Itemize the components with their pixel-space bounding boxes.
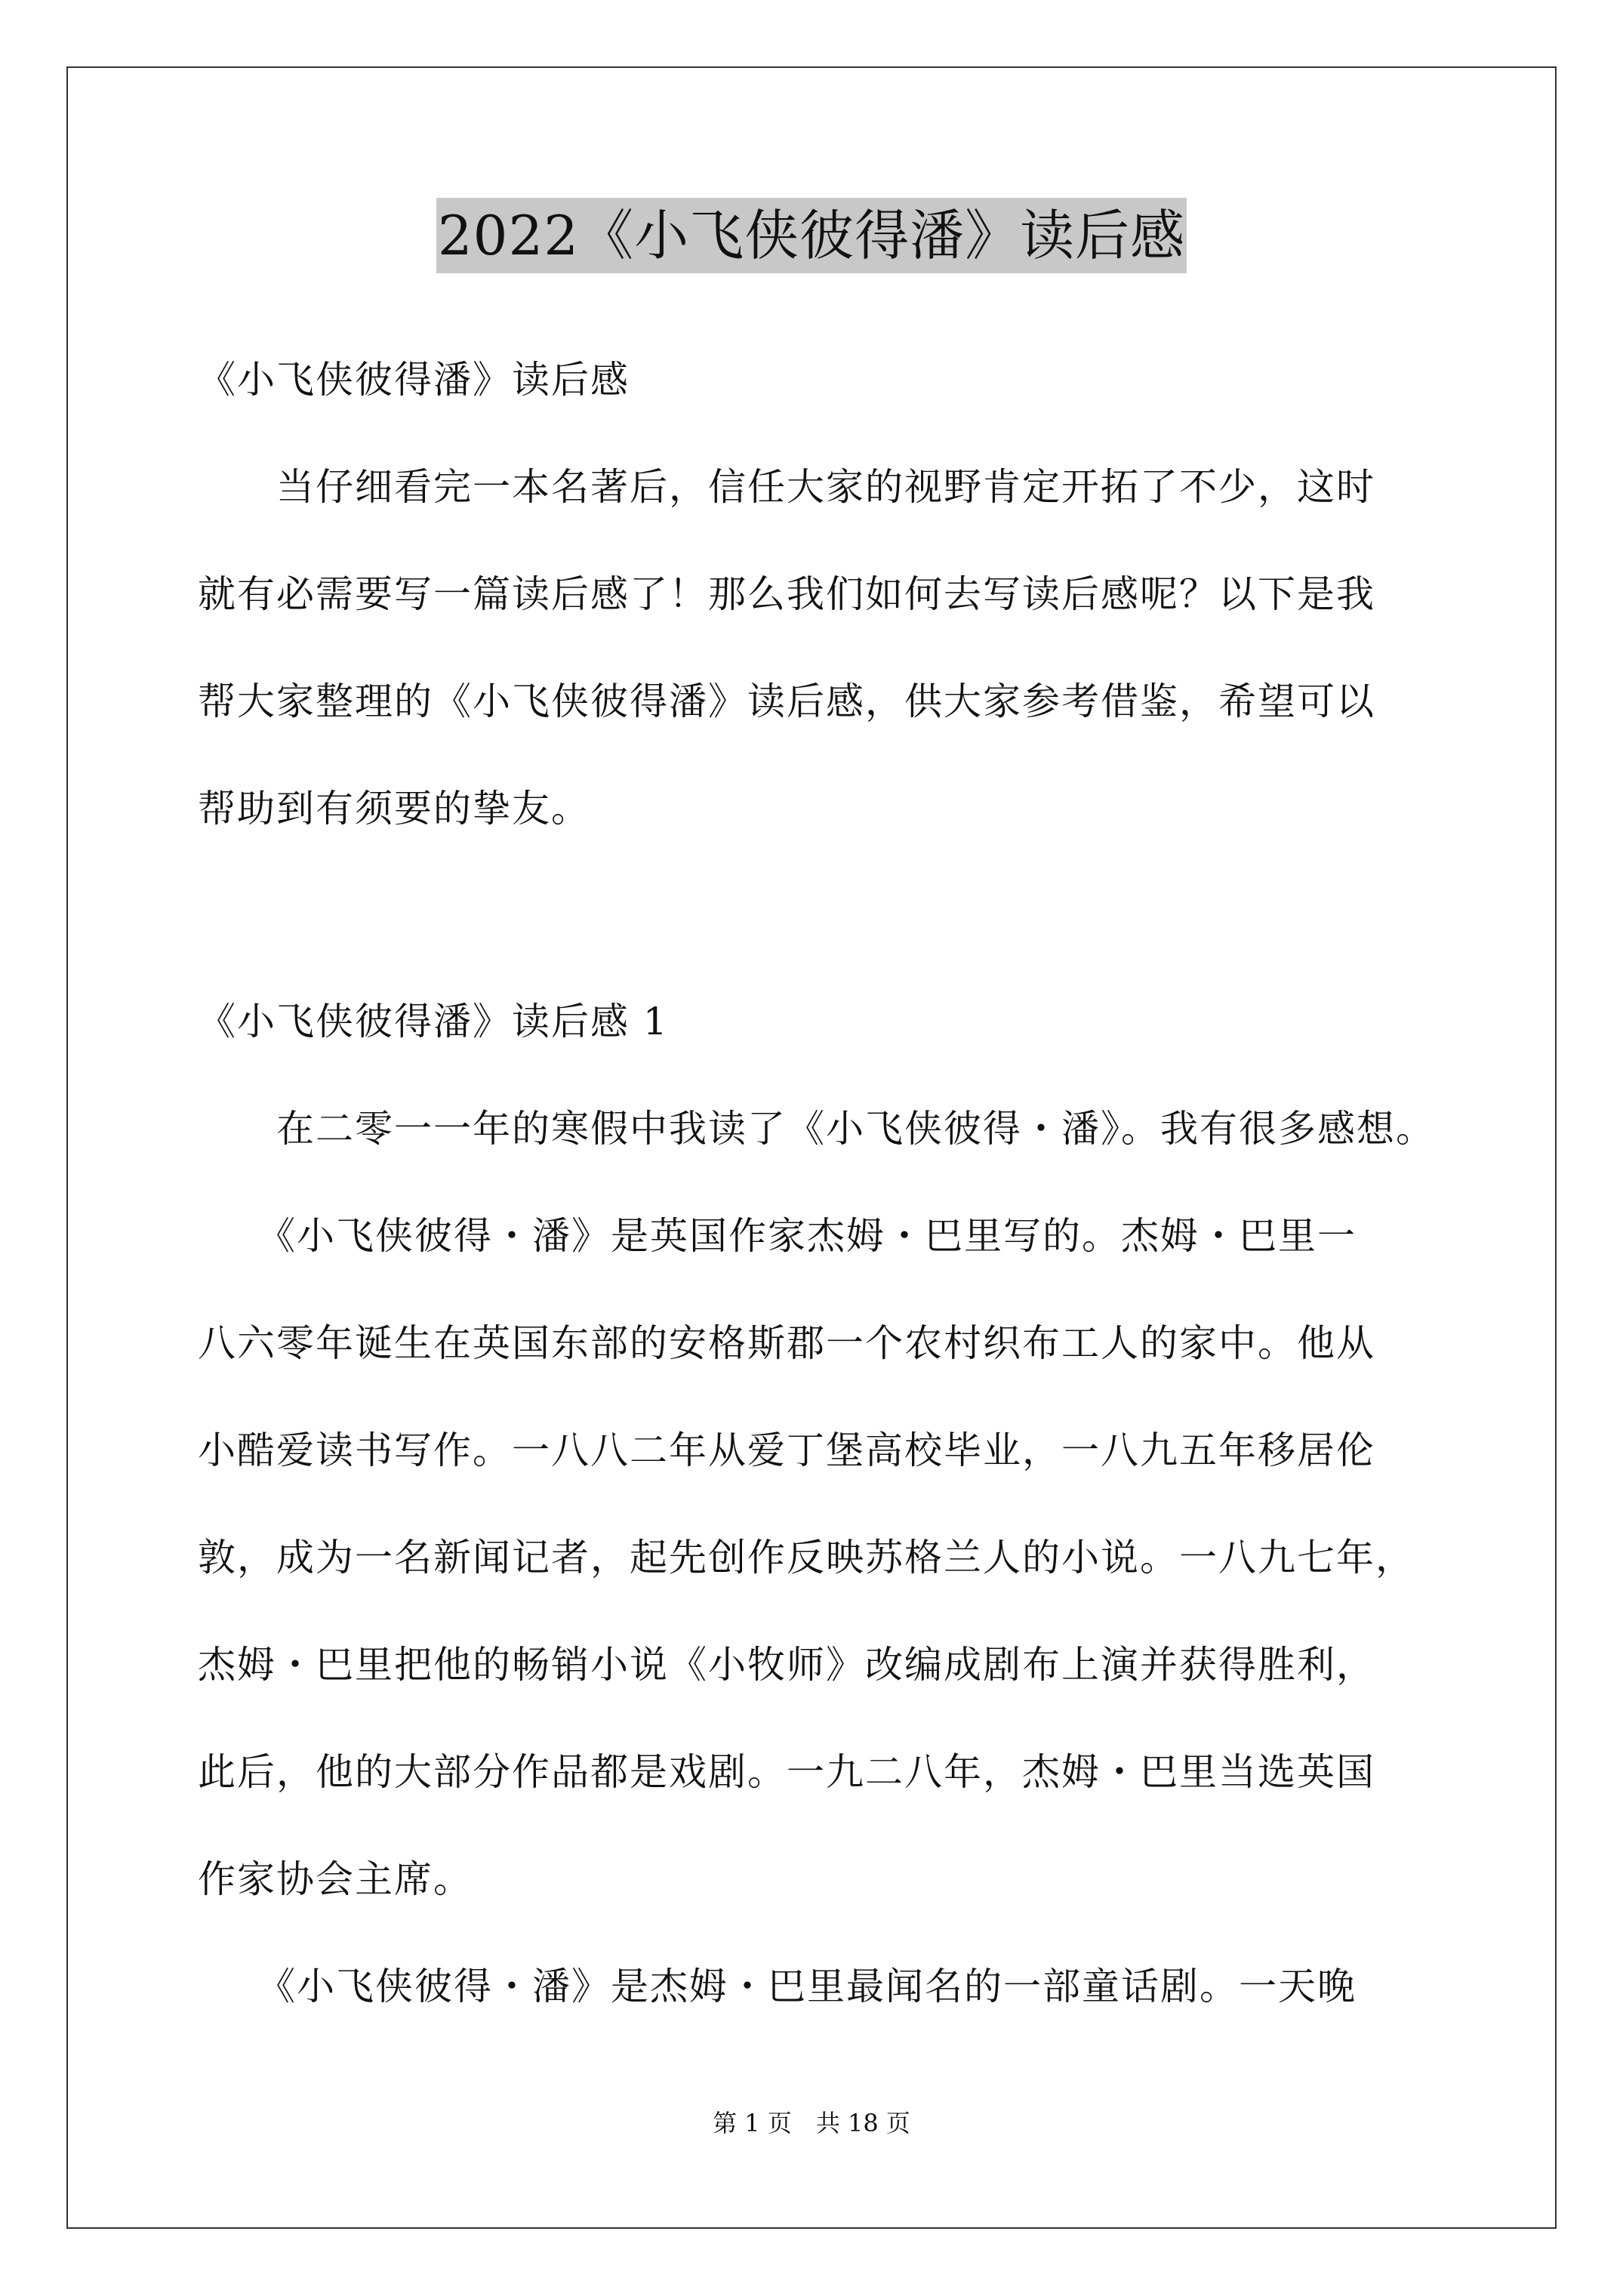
subtitle-line: 《小飞侠彼得潘》读后感 [198, 358, 630, 402]
title-container [0, 198, 1623, 273]
page-footer: 第 1 页 共 18 页 [713, 2109, 910, 2137]
paragraph-line: 《小飞侠彼得・潘》是杰姆・巴里最闻名的一部童话剧。一天晚 [198, 1965, 1357, 2008]
paragraph-line: 小酷爱读书写作。一八八二年从爱丁堡高校毕业，一八九五年移居伦 [198, 1428, 1375, 1472]
paragraph-line: 当仔细看完一本名著后，信任大家的视野肯定开拓了不少，这时 [198, 465, 1375, 509]
paragraph-line: 此后，他的大部分作品都是戏剧。一九二八年，杰姆・巴里当选英国 [198, 1750, 1375, 1794]
paragraph-line: 帮助到有须要的挚友。 [198, 787, 590, 831]
paragraph-line: 帮大家整理的《小飞侠彼得潘》读后感，供大家参考借鉴，希望可以 [198, 680, 1375, 723]
paragraph-line: 八六零年诞生在英国东部的安格斯郡一个农村织布工人的家中。他从 [198, 1321, 1375, 1365]
paragraph-line: 作家协会主席。 [198, 1857, 473, 1901]
document-title: 2022《小飞侠彼得潘》读后感 [436, 198, 1187, 273]
paragraph-line: 《小飞侠彼得・潘》是英国作家杰姆・巴里写的。杰姆・巴里一 [198, 1214, 1357, 1258]
paragraph-line: 就有必需要写一篇读后感了！那么我们如何去写读后感呢？以下是我 [198, 572, 1375, 616]
paragraph-line: 杰姆・巴里把他的畅销小说《小牧师》改编成剧布上演并获得胜利， [198, 1643, 1375, 1687]
paragraph-line: 在二零一一年的寒假中我读了《小飞侠彼得・潘》。我有很多感想。 [198, 1107, 1435, 1151]
paragraph-line: 敦，成为一名新闻记者，起先创作反映苏格兰人的小说。一八九七年， [198, 1536, 1415, 1579]
section-heading: 《小飞侠彼得潘》读后感 1 [198, 1000, 669, 1043]
